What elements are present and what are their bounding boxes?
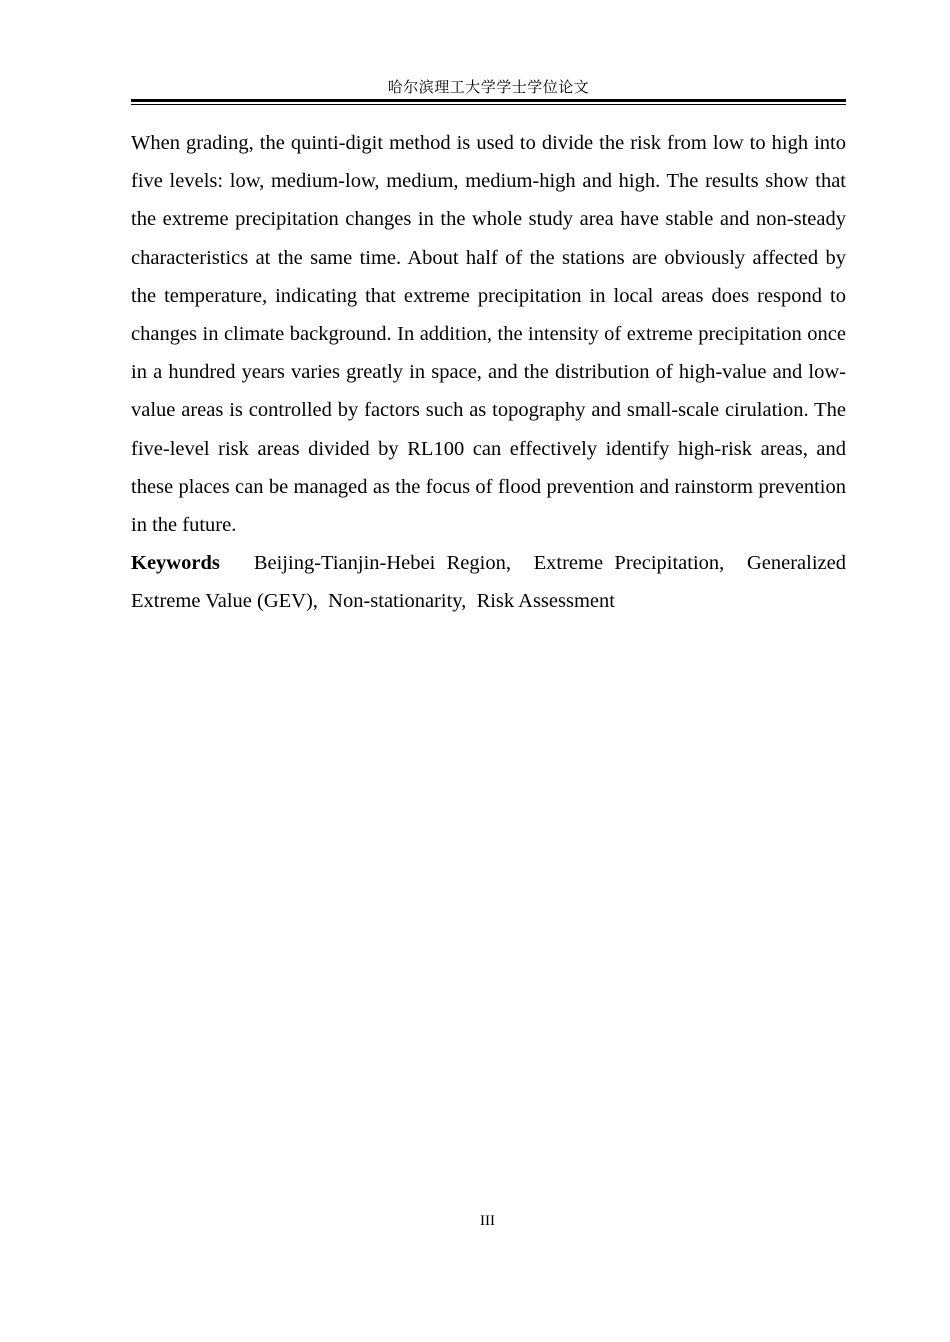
header-rule-thin xyxy=(131,104,846,105)
page-number: III xyxy=(480,1213,495,1229)
keyword-item: Extreme Precipitation, xyxy=(533,552,725,575)
keyword-item: Beijing-Tianjin-Hebei Region, xyxy=(253,552,511,575)
abstract-paragraph: When grading, the quinti-digit method is used to divide the risk from low to high into five levels: low, medium-low, medium, medium-high and high. The results show that the extreme precipitation changes in the whole study area have stable and non-steady characteristics at the same time. About half of the stations are obviously affected by the temperature, indicating that extreme precipitation in local areas does respond to changes in climate background. In addition, the intensity of extreme precipitation once in a hundred years varies greatly in space, and the distribution of high-value and low-value areas is controlled by factors such as topography and small-scale cirulation. The five-level risk areas divided by RL100 can effectively identify high-risk areas, and these places can be managed as the focus of flood prevention and rainstorm prevention in the future. xyxy=(131,132,846,537)
keywords-label: Keywords xyxy=(131,552,220,575)
header-rule-thick xyxy=(131,99,846,102)
keyword-item: Risk Assessment xyxy=(476,590,615,613)
abstract-body xyxy=(131,124,846,621)
keywords-line xyxy=(131,544,846,620)
running-header: 哈尔滨理工大学学士学位论文 xyxy=(387,80,590,96)
keyword-item: Generalized Extreme Value (GEV), xyxy=(131,552,846,613)
keyword-item: Non-stationarity, xyxy=(328,590,467,613)
